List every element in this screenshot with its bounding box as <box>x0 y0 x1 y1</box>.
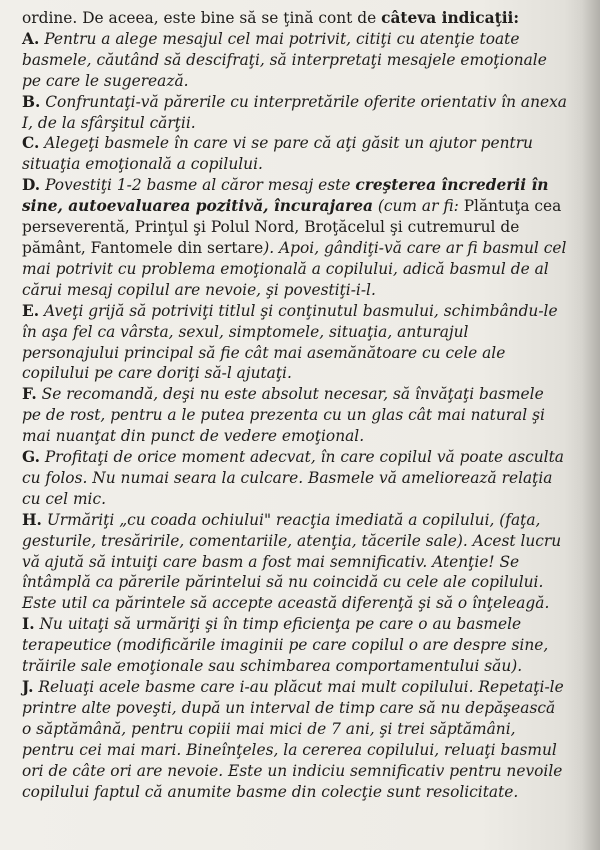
list-item-h <box>22 510 567 615</box>
item-text: Pentru a alege mesajul cel mai potrivit, citiţi cu atenţie toate basmele, căutând să descifraţi, să interpretaţi mesajele emoţionale pe care le sugerează. <box>22 29 547 90</box>
intro-bold: câteva indicaţii: <box>381 9 520 27</box>
item-text: Reluaţi acele basme care i-au plăcut mai mult copilului. Repetaţi-le printre alte poveşti, după un interval de timp care să nu depăşească o săptămână, pentru copiii mai mici de 7 ani, şi trei săptămâni, pentru cei mai mari. Bineînţeles, la cererea copilului, reluaţi basmul ori de câte ori are nevoie. Este un indiciu semnificativ pentru nevoile copilului faptul că anumite basme din colecţie sunt resolicitate. <box>22 678 564 801</box>
list-item-j <box>22 677 567 802</box>
item-letter: J. <box>22 678 34 696</box>
list-item-d <box>22 175 567 300</box>
list-item-i <box>22 614 567 677</box>
item-text: Se recomandă, deşi nu este absolut necesar, să învăţaţi basmele pe de rost, pentru a le putea prezenta cu un glas cât mai natural şi mai nuanţat din punct de vedere emoţional. <box>22 385 545 446</box>
item-letter: G. <box>22 448 40 467</box>
page-text <box>22 8 567 802</box>
item-letter: H. <box>22 510 42 529</box>
item-letter: B. <box>22 92 41 111</box>
intro-text: ordine. De aceea, este bine să se ţină cont de <box>22 9 382 27</box>
item-letter: I. <box>22 615 35 634</box>
item-text: Alegeţi basmele în care vi se pare că aţi găsit un ajutor pentru situaţia emoţională a copilului. <box>22 134 533 174</box>
intro-paragraph <box>22 8 567 29</box>
item-letter: C. <box>22 134 40 153</box>
item-text: Aveţi grijă să potriviţi titlul şi conţinutul basmului, schimbându-le în aşa fel ca vârsta, sexul, simptomele, situaţia, anturajul personajului principal să fie cât mai asemănătoare cu cele ale copilului pe care doriţi să-l ajutaţi. <box>22 301 558 383</box>
item-letter: F. <box>22 385 37 404</box>
list-item-b <box>22 92 567 134</box>
item-story-titles: Plăntuţa cea perseverentă, Prinţul şi Polul Nord, Broţăcelul şi cutremurul de pământ, Fantomele din sertare <box>22 197 562 257</box>
item-text: Urmăriţi „cu coada ochiului" reacţia imediată a copilului, (faţa, gesturile, tresăririle, comentariile, atenţia, tăcerile sale). Acest lucru vă ajută să intuiţi care basm a fost mai semnificativ. Atenţie! Se întâmplă ca părerile părintelui să nu coincidă cu cele ale copilului. Este util ca părintele să accepte această diferenţă şi să o înţeleagă. <box>22 510 562 613</box>
list-item-e <box>22 301 567 385</box>
list-item-g <box>22 447 567 510</box>
item-text-a: Povestiţi 1-2 basme al căror mesaj este <box>45 176 356 195</box>
item-text: Confruntaţi-vă părerile cu interpretările oferite orientativ în anexa I, de la sfârşitul cărţii. <box>22 92 567 132</box>
page-edge-shadow <box>582 0 600 850</box>
item-text-b: (cum ar fi: <box>373 197 464 216</box>
list-item-c <box>22 133 567 175</box>
item-letter: E. <box>22 301 40 320</box>
item-bold-text: creşterea încrederii în sine, autoevaluarea pozitivă, încurajarea <box>22 176 549 216</box>
item-letter: A. <box>22 29 40 48</box>
list-item-f <box>22 384 567 447</box>
list-item-a <box>22 29 567 92</box>
item-text-c: ). Apoi, gândiţi-vă care ar fi basmul cel mai potrivit cu problema emoţională a copilului, adică basmul de al cărui mesaj copilul are nevoie, şi povestiţi-i-l. <box>22 238 567 299</box>
item-text: Nu uitaţi să urmăriţi şi în timp eficienţa pe care o au basmele terapeutice (modificările imaginii pe care copilul o are despre sine, trăirile sale emoţionale sau schimbarea comportamentului său). <box>22 615 549 676</box>
item-letter: D. <box>22 176 41 195</box>
item-text: Profitaţi de orice moment adecvat, în care copilul vă poate asculta cu folos. Nu numai seara la culcare. Basmele vă ameliorează relaţia cu cel mic. <box>22 448 564 508</box>
